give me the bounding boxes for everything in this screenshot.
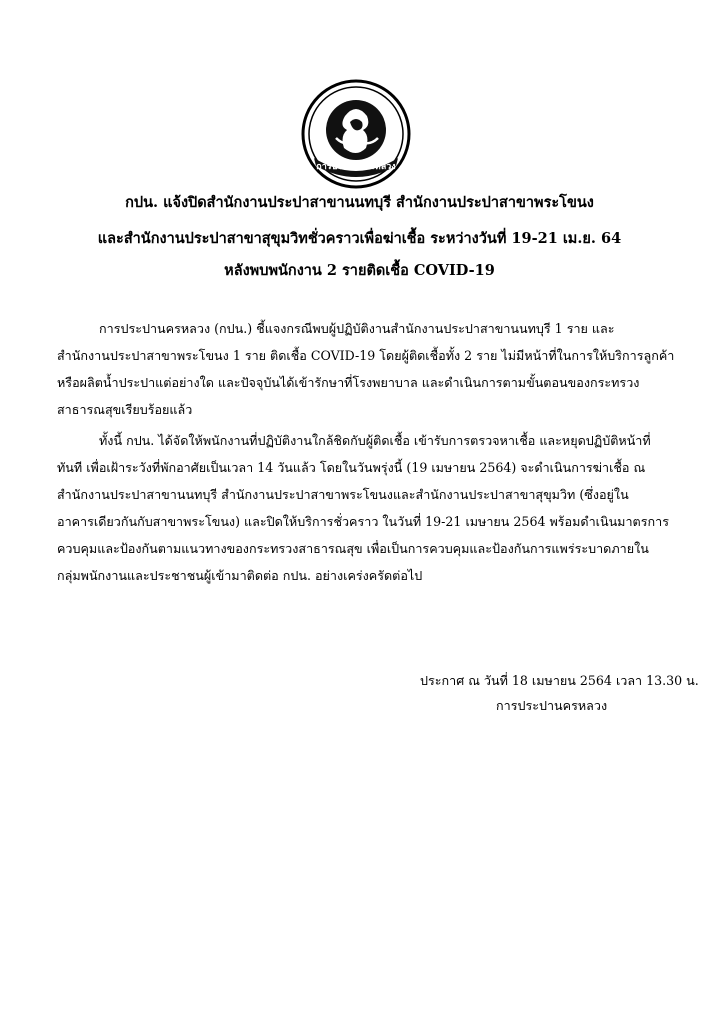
headline-line-2: และสำนักงานประปาสาขาสุขุมวิทชั่วคราวเพื่อฆ่าเชื้อ ระหว่างวันที่ 19-21 เม.ย. 64 bbox=[97, 230, 622, 247]
paragraph-line: อาคารเดียวกันกับสาขาพระโขนง) และปิดให้บริการชั่วคราว ในวันที่ 19-21 เมษายน 2564 พร้อมดำเนินมาตรการ bbox=[57, 514, 669, 529]
paragraph-line: สำนักงานประปาสาขานนทบุรี สำนักงานประปาสาขาพระโขนงและสำนักงานประปาสาขาสุขุมวิท (ซึ่งอยู่ใน bbox=[57, 487, 629, 502]
paragraph-line: หรือผลิตน้ำประปาแต่อย่างใด และปัจจุบันได้เข้ารักษาที่โรงพยาบาล และดำเนินการตามขั้นตอนของกระทรวง bbox=[57, 375, 640, 390]
paragraph-line: กลุ่มพนักงานและประชาชนผู้เข้ามาติดต่อ กปน. อย่างเคร่งครัดต่อไป bbox=[57, 568, 423, 583]
svg-text:การประปานครหลวง: การประปานครหลวง bbox=[316, 162, 396, 172]
headline-line-1: กปน. แจ้งปิดสำนักงานประปาสาขานนทบุรี สำนักงานประปาสาขาพระโขนง bbox=[125, 194, 594, 211]
paragraph-line: ควบคุมและป้องกันตามแนวทางของกระทรวงสาธารณสุข เพื่อเป็นการควบคุมและป้องกันการแพร่ระบาดภายใน bbox=[57, 541, 649, 556]
headline-line-3: หลังพบพนักงาน 2 รายติดเชื้อ COVID-19 bbox=[224, 262, 495, 279]
paragraph-line: การประปานครหลวง (กปน.) ชี้แจงกรณีพบผู้ปฏิบัติงานสำนักงานประปาสาขานนทบุรี 1 ราย และ bbox=[99, 321, 615, 336]
paragraph-line: ทันที เพื่อเฝ้าระวังที่พักอาศัยเป็นเวลา 14 วันแล้ว โดยในวันพรุ่งนี้ (19 เมษายน 2564) จะดำเนินการฆ่าเชื้อ ณ bbox=[57, 460, 646, 475]
signature-organization: การประปานครหลวง bbox=[496, 698, 608, 713]
paragraph-line: สาธารณสุขเรียบร้อยแล้ว bbox=[57, 402, 193, 417]
mwa-seal-logo bbox=[300, 78, 412, 190]
paragraph-1 bbox=[57, 315, 681, 423]
announcement-date: ประกาศ ณ วันที่ 18 เมษายน 2564 เวลา 13.30 น. bbox=[420, 673, 699, 688]
paragraph-2 bbox=[57, 427, 681, 589]
paragraph-line: สำนักงานประปาสาขาพระโขนง 1 ราย ติดเชื้อ COVID-19 โดยผู้ติดเชื้อทั้ง 2 ราย ไม่มีหน้าที่ในการให้บริการลูกค้า bbox=[57, 348, 675, 363]
seal-emblem-icon bbox=[300, 78, 412, 190]
paragraph-line: ทั้งนี้ กปน. ได้จัดให้พนักงานที่ปฏิบัติงานใกล้ชิดกับผู้ติดเชื้อ เข้ารับการตรวจหาเชื้อ และหยุดปฏิบัติหน้าที่ bbox=[99, 433, 651, 448]
